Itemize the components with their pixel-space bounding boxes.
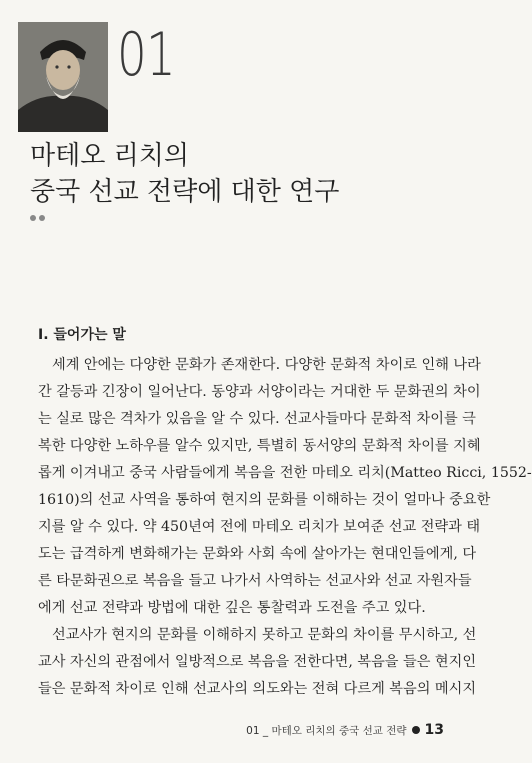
chapter-title-line: 마테오 리치의 [30, 141, 189, 171]
body-line: 에게 선교 전략과 방법에 대한 깊은 통찰력과 도전을 주고 있다. [38, 600, 426, 616]
body-paragraphs [38, 352, 532, 703]
body-line: 1610)의 선교 사역을 통하여 현지의 문화를 이해하는 것이 얼마나 중요한 [38, 492, 491, 508]
bullet-icon [412, 726, 420, 734]
body-line: 교사 자신의 관점에서 일방적으로 복음을 전한다면, 복음을 들은 현지인 [38, 654, 477, 670]
body-line: 세계 안에는 다양한 문화가 존재한다. 다양한 문화적 차이로 인해 나라 [52, 357, 481, 373]
body-line: 도는 급격하게 변화해가는 문화와 사회 속에 살아가는 현대인들에게, 다 [38, 546, 477, 562]
chapter-title [30, 138, 339, 210]
body-line: 지를 알 수 있다. 약 450년여 전에 마테오 리치가 보여준 선교 전략과 태 [38, 519, 481, 535]
body-line: 복한 다양한 노하우를 알수 있지만, 특별히 동서양의 문화적 차이를 지혜 [38, 438, 481, 454]
chapter-title-line: 중국 선교 전략에 대한 연구 [30, 177, 340, 207]
decorative-dots [30, 215, 45, 221]
chapter-number: 01 [117, 20, 176, 90]
body-line: 른 타문화권으로 복음을 들고 나가서 사역하는 선교사와 선교 자원자들 [38, 573, 472, 589]
portrait-image [18, 22, 108, 132]
body-line: 선교사가 현지의 문화를 이해하지 못하고 문화의 차이를 무시하고, 선 [52, 627, 477, 643]
body-line: 는 실로 많은 격차가 있음을 알 수 있다. 선교사들마다 문화적 차이를 극 [38, 411, 476, 427]
running-head: 01 _ 마테오 리치의 중국 선교 전략 [246, 724, 407, 737]
page-footer [246, 722, 444, 738]
page-number: 13 [424, 722, 444, 738]
body-line: 들은 문화적 차이로 인해 선교사의 의도와는 전혀 다르게 복음의 메시지 [38, 681, 477, 697]
body-line: 롭게 이겨내고 중국 사람들에게 복음을 전한 마테오 리치(Matteo Ricci, 1552- [38, 465, 532, 481]
dot-icon [30, 215, 36, 221]
body-line: 간 갈등과 긴장이 일어난다. 동양과 서양이라는 거대한 두 문화권의 차이 [38, 384, 481, 400]
section-heading: Ⅰ. 들어가는 말 [38, 327, 126, 343]
dot-icon [39, 215, 45, 221]
